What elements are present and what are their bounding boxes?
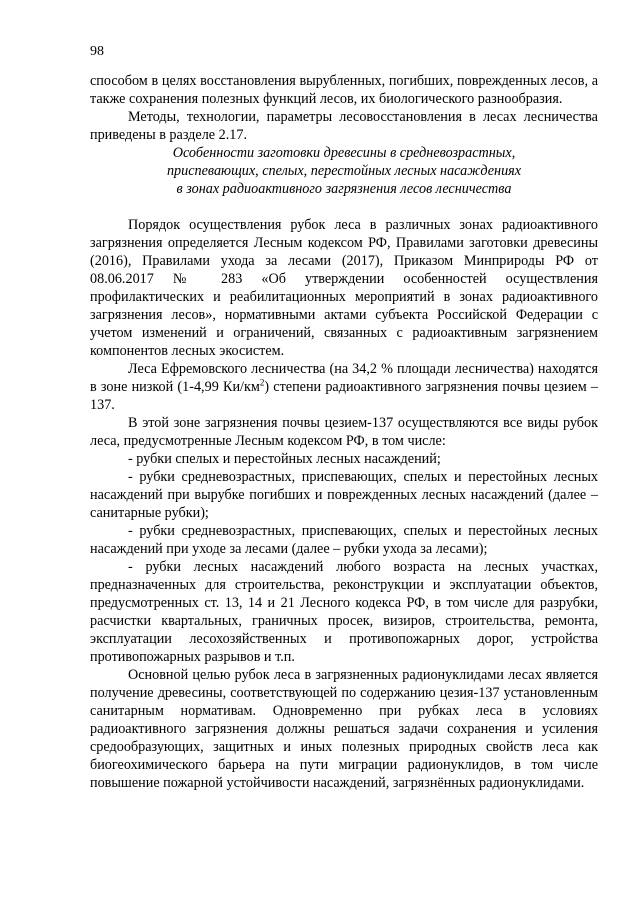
list-item: - рубки средневозрастных, приспевающих, спелых и перестойных лесных насаждений при вырубке погибших и поврежденных лесных насаждений (далее – санитарные рубки);: [90, 469, 598, 521]
cutting-types-list: [90, 450, 598, 666]
zone-paragraph: В этой зоне загрязнения почвы цезием-137 осуществляются все виды рубок леса, предусмотренные Лесным кодексом РФ, в том числе:: [90, 415, 598, 449]
list-item: - рубки средневозрастных, приспевающих, спелых и перестойных лесных насаждений при уходе за лесами (далее – рубки ухода за лесами);: [90, 523, 598, 557]
forests-text-part-2: ) степени радиоактивного загрязнения почвы цезием – 137.: [90, 379, 598, 413]
list-item: - рубки спелых и перестойных лесных насаждений;: [128, 451, 441, 467]
document-body: [90, 72, 598, 792]
page-number: 98: [90, 44, 104, 59]
blank-line: [90, 198, 598, 216]
forests-paragraph: [90, 360, 598, 414]
section-heading: [90, 144, 598, 198]
section-heading-line-2: приспевающих, спелых, перестойных лесных насаждениях: [166, 163, 522, 179]
methods-paragraph: Методы, технологии, параметры лесовосстановления в лесах лесничества приведены в разделе 2.17.: [90, 109, 598, 143]
intro-paragraph: способом в целях восстановления вырубленных, погибших, поврежденных лесов, а также сохранения полезных функций лесов, их биологического разнообразия.: [90, 73, 598, 107]
section-heading-line-3: в зонах радиоактивного загрязнения лесов лесничества: [176, 181, 512, 197]
goal-paragraph: Основной целью рубок леса в загрязненных радионуклидами лесах является получение древесины, соответствующей по содержанию цезия-137 установленным санитарным нормативам. Одновременно при рубках леса в условиях радиоактивного загрязнения должны решаться задачи сохранения и усиления средообразующих, защитных и иных полезных природных свойств леса как биогеохимического барьера на пути миграции радионуклидов, в том числе повышение пожарной устойчивости насаждений, загрязнённых радионуклидами.: [90, 667, 598, 791]
superscript-two: 2: [259, 377, 265, 388]
order-paragraph: Порядок осуществления рубок леса в различных зонах радиоактивного загрязнения определяется Лесным кодексом РФ, Правилами заготовки древесины (2016), Правилами ухода за лесами (2017), Приказом Минприроды РФ от 08.06.2017 № 283 «Об утверждении особенностей осуществления профилактических и реабилитационных мероприятий в зонах радиоактивного загрязнения лесов», нормативными актами субъекта Российской Федерации с учетом изменений и ограничений, связанных с радиоактивным загрязнением компонентов лесных экосистем.: [90, 217, 598, 359]
section-heading-line-1: Особенности заготовки древесины в средневозрастных,: [172, 145, 516, 161]
list-item: - рубки лесных насаждений любого возраста на лесных участках, предназначенных для строительства, реконструкции и эксплуатации объектов, предусмотренных ст. 13, 14 и 21 Лесного кодекса РФ, в том числе для разрубки, расчистки квартальных, граничных просек, визиров, строительства, ремонта, эксплуатации лесохозяйственных и противопожарных дорог, устройства противопожарных разрывов и т.п.: [90, 559, 598, 665]
forests-text-part-1: Леса Ефремовского лесничества (на 34,2 % площади лесничества) находятся в зоне низкой (1-4,99 Ки/км: [90, 361, 598, 395]
